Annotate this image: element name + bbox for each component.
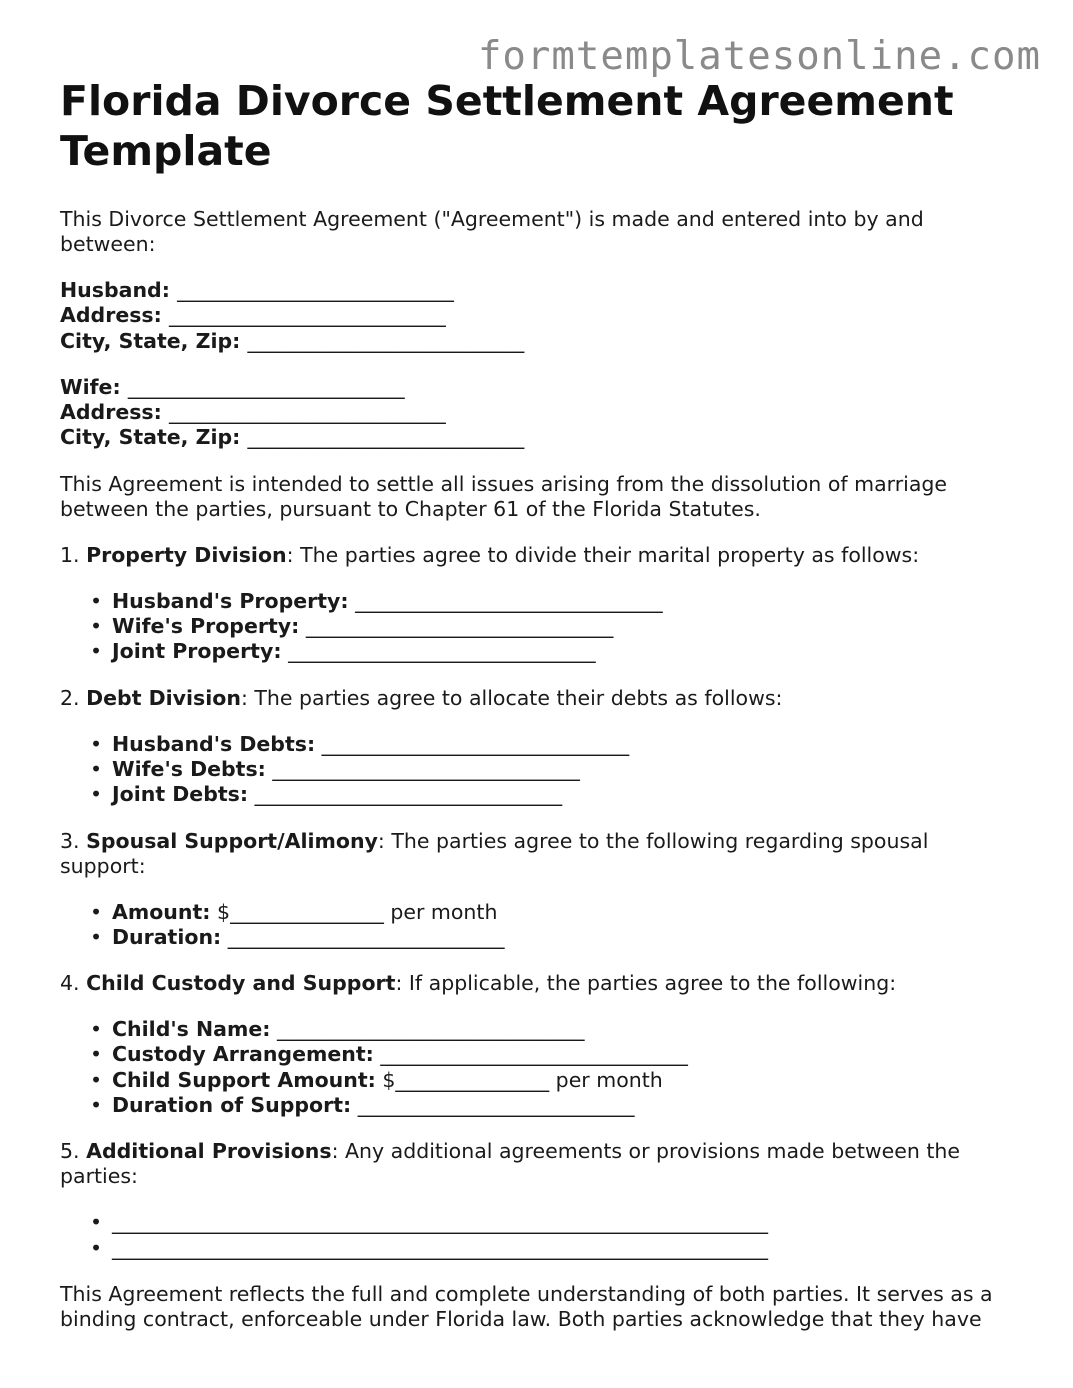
section-number: 2. bbox=[60, 685, 80, 710]
item-label: Joint Property: bbox=[112, 639, 282, 664]
watermark: formtemplatesonline.com bbox=[477, 34, 1041, 79]
wife-address-row bbox=[60, 400, 1020, 425]
section-text: : If applicable, the parties agree to the following: bbox=[395, 971, 897, 996]
fill-in-field[interactable]: ______________________________ bbox=[355, 588, 663, 613]
child-list bbox=[60, 1017, 1020, 1118]
item-label: Child Support Amount: bbox=[112, 1067, 376, 1092]
item-label: Joint Debts: bbox=[112, 782, 249, 807]
item-label: Duration of Support: bbox=[112, 1093, 352, 1118]
fill-in-field[interactable]: ________________________________________________________________ bbox=[112, 1235, 768, 1260]
list-item bbox=[90, 1093, 1020, 1118]
husband-address-label: Address: bbox=[60, 303, 162, 328]
item-label: Wife's Property: bbox=[112, 614, 300, 639]
item-label: Duration: bbox=[112, 924, 222, 949]
list-item bbox=[90, 1042, 1020, 1067]
document-title: Florida Divorce Settlement Agreement Template bbox=[60, 77, 954, 175]
bullet-icon: • bbox=[90, 731, 103, 756]
husband-name-field[interactable]: ___________________________ bbox=[177, 278, 454, 302]
section-title: Additional Provisions bbox=[86, 1139, 332, 1164]
fill-in-field[interactable]: $_______________ per month bbox=[382, 1067, 663, 1092]
bullet-icon: • bbox=[90, 1210, 103, 1235]
section-number: 1. bbox=[60, 542, 80, 567]
bullet-icon: • bbox=[90, 1235, 103, 1260]
section-text: : Any additional agreements or provisions made between the parties: bbox=[60, 1139, 960, 1189]
list-item bbox=[90, 1017, 1020, 1042]
intro-paragraph: This Divorce Settlement Agreement ("Agreement") is made and entered into by and between: bbox=[60, 207, 924, 256]
fill-in-field[interactable]: ______________________________ bbox=[272, 756, 580, 781]
item-label: Custody Arrangement: bbox=[112, 1042, 374, 1067]
section-title: Property Division bbox=[86, 542, 287, 567]
property-list bbox=[60, 589, 1020, 665]
list-item bbox=[90, 1210, 1020, 1235]
husband-name-row bbox=[60, 278, 1020, 303]
bullet-icon: • bbox=[90, 1042, 103, 1067]
husband-city-row bbox=[60, 329, 1020, 354]
bullet-icon: • bbox=[90, 588, 103, 613]
husband-city-field[interactable]: ___________________________ bbox=[247, 328, 525, 353]
list-item bbox=[90, 756, 1020, 782]
item-label: Husband's Property: bbox=[112, 588, 349, 613]
fill-in-field[interactable]: ___________________________ bbox=[227, 924, 505, 949]
section-support-heading bbox=[60, 829, 1020, 879]
bullet-icon: • bbox=[90, 756, 103, 781]
section-child-heading bbox=[60, 971, 1020, 996]
section-title: Spousal Support/Alimony bbox=[86, 828, 378, 853]
bullet-icon: • bbox=[90, 899, 103, 924]
fill-in-field[interactable]: ______________________________ bbox=[254, 782, 563, 807]
list-item bbox=[90, 924, 1020, 950]
bullet-icon: • bbox=[90, 924, 103, 949]
wife-name-field[interactable]: ___________________________ bbox=[127, 374, 405, 399]
wife-city-row bbox=[60, 425, 1020, 450]
section-number: 3. bbox=[60, 828, 80, 853]
fill-in-field[interactable]: ______________________________ bbox=[305, 614, 614, 639]
list-item bbox=[90, 731, 1020, 757]
fill-in-field[interactable]: ______________________________ bbox=[276, 1017, 585, 1042]
bullet-icon: • bbox=[90, 1017, 103, 1042]
list-item bbox=[90, 899, 1020, 925]
husband-city-label: City, State, Zip: bbox=[60, 328, 241, 353]
item-label: Child's Name: bbox=[112, 1017, 271, 1042]
document-body bbox=[60, 76, 1020, 1332]
item-label: Husband's Debts: bbox=[112, 731, 316, 756]
item-label: Wife's Debts: bbox=[112, 756, 266, 781]
list-item bbox=[90, 1067, 1020, 1093]
wife-address-field[interactable]: ___________________________ bbox=[168, 400, 446, 425]
section-number: 4. bbox=[60, 971, 80, 996]
fill-in-field[interactable]: ___________________________ bbox=[357, 1093, 635, 1118]
fill-in-field[interactable]: $_______________ per month bbox=[217, 899, 498, 924]
section-title: Debt Division bbox=[86, 685, 241, 710]
support-list bbox=[60, 900, 1020, 951]
additional-list bbox=[60, 1210, 1020, 1261]
fill-in-field[interactable]: ______________________________ bbox=[380, 1042, 688, 1067]
section-text: : The parties agree to the following regarding spousal support: bbox=[60, 828, 929, 878]
list-item bbox=[90, 782, 1020, 807]
list-item bbox=[90, 614, 1020, 639]
bullet-icon: • bbox=[90, 1067, 103, 1092]
wife-name-row bbox=[60, 375, 1020, 400]
section-additional-heading bbox=[60, 1139, 1020, 1189]
section-debt-heading bbox=[60, 686, 1020, 711]
wife-city-field[interactable]: ___________________________ bbox=[247, 425, 525, 450]
fill-in-field[interactable]: ______________________________ bbox=[288, 639, 596, 664]
fill-in-field[interactable]: ________________________________________________________________ bbox=[112, 1210, 768, 1235]
wife-city-label: City, State, Zip: bbox=[60, 425, 241, 450]
wife-name-label: Wife: bbox=[60, 374, 121, 399]
intent-paragraph: This Agreement is intended to settle all issues arising from the dissolution of marriage between the parties, pursuant to Chapter 61 of the Florida Statutes. bbox=[60, 471, 948, 521]
bullet-icon: • bbox=[90, 782, 103, 807]
husband-name-label: Husband: bbox=[60, 278, 170, 302]
item-label: Amount: bbox=[112, 899, 211, 924]
section-text: : The parties agree to divide their marital property as follows: bbox=[286, 542, 920, 567]
fill-in-field[interactable]: ______________________________ bbox=[321, 731, 630, 756]
list-item bbox=[90, 588, 1020, 614]
wife-block bbox=[60, 375, 1020, 451]
list-item bbox=[90, 1235, 1020, 1261]
section-text: : The parties agree to allocate their debts as follows: bbox=[240, 685, 783, 710]
husband-block bbox=[60, 278, 1020, 354]
list-item bbox=[90, 639, 1020, 664]
bullet-icon: • bbox=[90, 639, 103, 664]
wife-address-label: Address: bbox=[60, 400, 162, 425]
closing-paragraph: This Agreement reflects the full and complete understanding of both parties. It serves as a binding contract, enforceable under Florida law. Both parties acknowledge that they have bbox=[60, 1281, 993, 1331]
debt-list bbox=[60, 732, 1020, 808]
husband-address-row bbox=[60, 303, 1020, 328]
section-property-heading bbox=[60, 543, 1020, 568]
section-title: Child Custody and Support bbox=[86, 971, 396, 996]
husband-address-field[interactable]: ___________________________ bbox=[168, 303, 446, 328]
bullet-icon: • bbox=[90, 1093, 103, 1118]
section-number: 5. bbox=[60, 1139, 80, 1164]
bullet-icon: • bbox=[90, 614, 103, 639]
